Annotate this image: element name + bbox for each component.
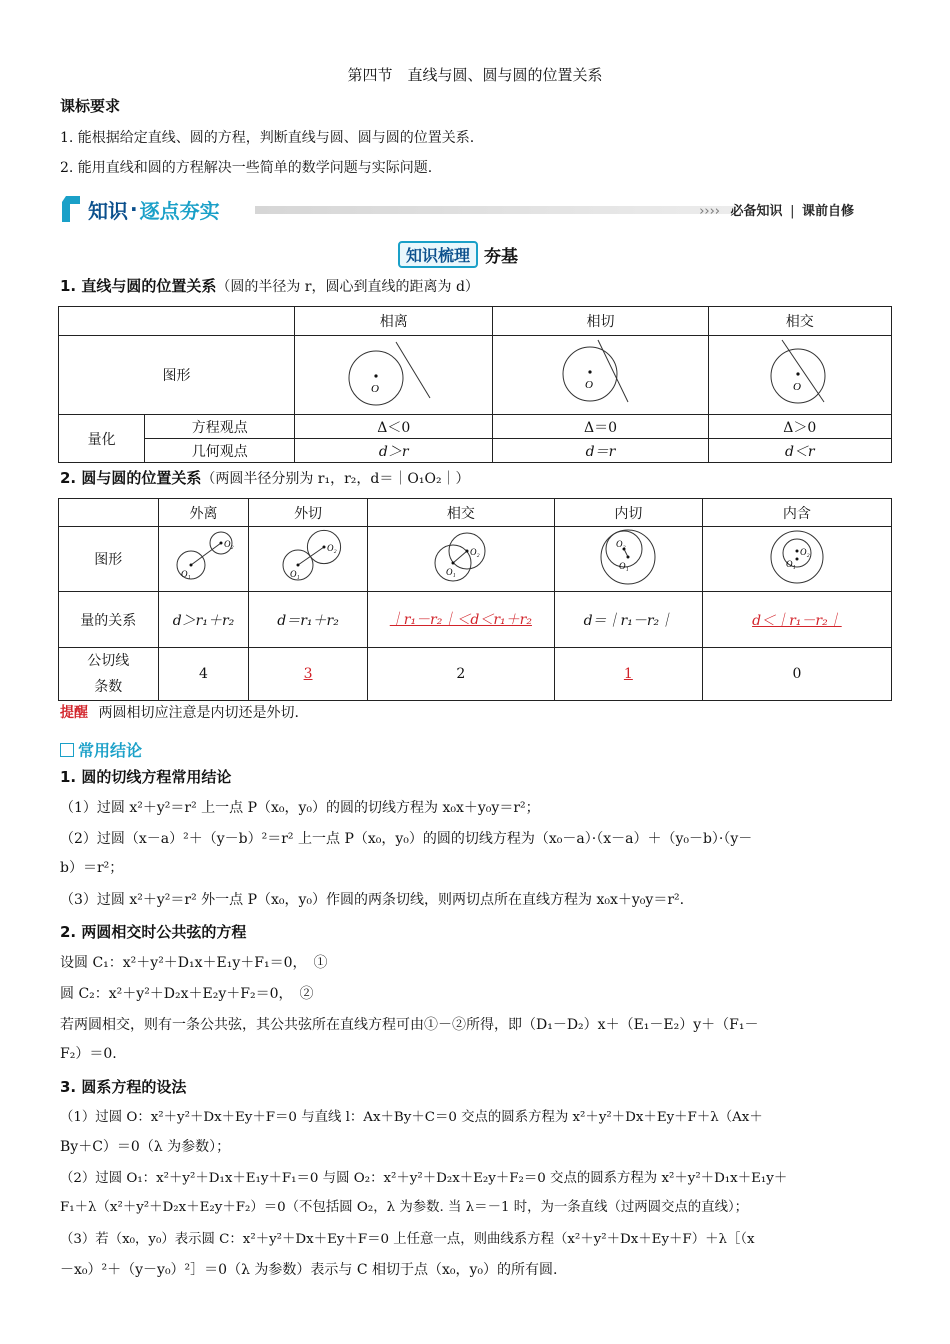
common-c2a: （2）过圆（x－a）²＋（y－b）²＝r² 上一点 P（x₀，y₀）的圆的切线方程为（x₀－a）·（x－a）＋（y₀－b）·（y－	[60, 831, 753, 847]
t2-figure-label: 图形	[59, 527, 159, 592]
common-s1b: By＋C）＝0（λ 为参数）；	[60, 1139, 231, 1155]
fig-label-o1: O₁	[619, 561, 629, 571]
t2-rel-3	[367, 592, 554, 648]
fig-label-o: O	[370, 383, 379, 395]
checkbox-square-icon	[60, 743, 74, 757]
line-tangent-diagram	[540, 336, 660, 410]
fig-label-o2: O₂	[327, 543, 337, 553]
banner-logo-b: 逐点夯实	[139, 198, 220, 223]
circles-int-tangent-diagram	[588, 527, 668, 587]
banner-right-sep: |	[790, 204, 795, 219]
t2-fig-3	[367, 527, 554, 592]
t2-tangent-5: 0	[702, 648, 891, 701]
common-e3a: 若两圆相交，则有一条公共弦，其公共弦所在直线方程可由①－②所得，即（D₁－D₂）x＋（E₁－E₂）y＋（F₁－	[60, 1017, 759, 1033]
circles-separate-diagram	[163, 527, 243, 587]
t1-figure-label: 图形	[59, 336, 295, 415]
banner-logo	[60, 192, 220, 226]
requirement-2: 2. 能用直线和圆的方程解决一些简单的数学问题与实际问题.	[60, 160, 433, 176]
t2-tangent-1: 4	[158, 648, 249, 701]
t2-header-1: 外离	[158, 499, 249, 527]
banner-right-a: 必备知识	[730, 204, 783, 219]
t2-fig-5	[702, 527, 891, 592]
t2-fig-2	[249, 527, 367, 592]
section1-heading-row	[60, 275, 479, 296]
circles-ext-tangent-diagram	[268, 527, 348, 587]
t2-tangent-label-b: 条数	[94, 679, 123, 695]
requirements-heading: 课标要求	[60, 97, 121, 115]
common-c1: （1）过圆 x²＋y²＝r² 上一点 P（x₀，y₀）的圆的切线方程为 x₀x＋y₀y＝r²；	[60, 800, 540, 816]
section1-heading: 1. 直线与圆的位置关系	[60, 277, 217, 295]
banner-logo-a: 知识	[88, 198, 128, 223]
banner-stripe	[255, 206, 735, 214]
section2-note: （两圆半径分别为 r₁，r₂，d＝｜O₁O₂｜）	[201, 471, 470, 487]
t1-header-2: 相切	[493, 307, 708, 336]
t2-rel-5-text: d＜｜r₁－r₂｜	[752, 612, 842, 629]
t1-row2-cell-3: d＜r	[708, 439, 891, 463]
t1-fig-intersect	[708, 336, 891, 415]
t2-rel-2: d＝r₁＋r₂	[249, 592, 367, 648]
t1-row2-cell-1: d＞r	[295, 439, 493, 463]
t1-quant-label: 量化	[59, 415, 145, 463]
t2-header-5: 内含	[702, 499, 891, 527]
t2-header-2: 外切	[249, 499, 367, 527]
t1-row1-label: 方程观点	[145, 415, 295, 439]
tip-row	[60, 702, 299, 722]
t2-tangent-4	[554, 648, 702, 701]
fig-label-o1: O₁	[290, 569, 300, 579]
t1-fig-tangent	[493, 336, 708, 415]
banner-right	[699, 200, 854, 219]
t1-corner	[59, 307, 295, 336]
sub-banner-box: 知识梳理	[398, 241, 478, 268]
t2-rel-3-text: ｜r₁－r₂｜＜d＜r₁＋r₂	[389, 611, 532, 628]
fig-label-o1: O₁	[181, 569, 192, 579]
fig-label-o: O	[792, 381, 801, 393]
t1-row2-label: 几何观点	[145, 439, 295, 463]
fig-label-o2: O₂	[469, 547, 480, 557]
chevrons-icon: ››››	[699, 204, 720, 219]
circles-intersect-diagram	[421, 527, 501, 587]
fig-label-o2: O₂	[616, 539, 626, 549]
tip-text: 两圆相切应注意是内切还是外切.	[98, 705, 299, 721]
t2-tangent-3: 2	[367, 648, 554, 701]
t2-fig-1	[158, 527, 249, 592]
sub-banner	[398, 240, 518, 268]
t1-row1-cell-3: Δ＞0	[708, 415, 891, 439]
line-intersect-diagram	[740, 336, 860, 410]
t2-tangent-label-a: 公切线	[87, 653, 130, 669]
t1-header-3: 相交	[708, 307, 891, 336]
fig-label-o2: O₂	[799, 547, 810, 557]
line-separate-diagram	[334, 336, 454, 410]
t2-rel-4: d＝｜r₁－r₂｜	[554, 592, 702, 648]
common-e1: 设圆 C₁：x²＋y²＋D₁x＋E₁y＋F₁＝0， ①	[60, 955, 328, 971]
t2-rel-label: 量的关系	[59, 592, 159, 648]
page-title: 第四节 直线与圆、圆与圆的位置关系	[347, 66, 603, 84]
t2-tangent-2	[249, 648, 367, 701]
common-s2a: （2）过圆 O₁：x²＋y²＋D₁x＋E₁y＋F₁＝0 与圆 O₂：x²＋y²＋D₂x＋E₂y＋F₂＝0 交点的圆系方程为 x²＋y²＋D₁x＋E₁y＋	[60, 1171, 788, 1186]
common-h2: 2. 两圆相交时公共弦的方程	[60, 923, 247, 941]
common-s3a: （3）若（x₀，y₀）表示圆 C：x²＋y²＋Dx＋Ey＋F＝0 上任意一点，则曲线系方程（x²＋y²＋Dx＋Ey＋F）＋λ［（x	[60, 1232, 755, 1247]
t2-tangent-2-text: 3	[303, 666, 313, 682]
section-banner	[60, 190, 900, 230]
section1-note: （圆的半径为 r，圆心到直线的距离为 d）	[216, 279, 479, 295]
sub-banner-text: 夯基	[484, 246, 519, 267]
common-h3: 3. 圆系方程的设法	[60, 1078, 187, 1096]
t2-rel-5	[702, 592, 891, 648]
section2-heading: 2. 圆与圆的位置关系	[60, 469, 202, 487]
common-s3b: －x₀）²＋（y－y₀）²］＝0（λ 为参数）表示与 C 相切于点（x₀，y₀）的所有圆.	[60, 1262, 558, 1278]
common-s2b: F₁＋λ（x²＋y²＋D₂x＋E₂y＋F₂）＝0（不包括圆 O₂，λ 为参数. 当 λ＝－1 时，为一条直线（过两圆交点的直线）；	[60, 1200, 749, 1215]
line-circle-table	[58, 306, 892, 463]
t2-header-4: 内切	[554, 499, 702, 527]
common-e3b: F₂）＝0.	[60, 1046, 117, 1062]
fig-label-o1: O₁	[785, 559, 796, 569]
fig-label-o1: O₁	[445, 567, 456, 577]
t1-row1-cell-2: Δ＝0	[493, 415, 708, 439]
common-heading-row	[60, 738, 142, 761]
common-h1: 1. 圆的切线方程常用结论	[60, 768, 232, 786]
t2-corner	[59, 499, 159, 527]
common-s1a: （1）过圆 O：x²＋y²＋Dx＋Ey＋F＝0 与直线 l：Ax＋By＋C＝0 交点的圆系方程为 x²＋y²＋Dx＋Ey＋F＋λ（Ax＋	[60, 1110, 763, 1125]
t1-row1-cell-1: Δ＜0	[295, 415, 493, 439]
t2-header-3: 相交	[367, 499, 554, 527]
t2-tangent-4-text: 1	[623, 666, 633, 682]
requirement-1: 1. 能根据给定直线、圆的方程，判断直线与圆、圆与圆的位置关系.	[60, 130, 475, 146]
t1-fig-separate	[295, 336, 493, 415]
common-c2b: b）＝r²；	[60, 860, 124, 876]
t2-fig-4	[554, 527, 702, 592]
tip-label: 提醒	[60, 705, 88, 721]
banner-right-b: 课前自修	[801, 204, 854, 219]
circle-circle-table	[58, 498, 892, 701]
common-heading: 常用结论	[78, 741, 143, 760]
banner-logo-dot: ·	[130, 197, 138, 221]
t2-rel-1: d＞r₁＋r₂	[158, 592, 249, 648]
common-e2: 圆 C₂：x²＋y²＋D₂x＋E₂y＋F₂＝0， ②	[60, 986, 314, 1002]
common-c3: （3）过圆 x²＋y²＝r² 外一点 P（x₀，y₀）作圆的两条切线，则两切点所在直线方程为 x₀x＋y₀y＝r².	[60, 892, 685, 908]
t1-row2-cell-2: d＝r	[493, 439, 708, 463]
t2-tangent-label	[59, 648, 159, 701]
fig-label-o2: O₂	[224, 539, 235, 549]
banner-bracket-icon	[60, 194, 84, 224]
t1-header-1: 相离	[295, 307, 493, 336]
section2-heading-row	[60, 467, 470, 488]
circles-contain-diagram	[757, 527, 837, 587]
fig-label-o: O	[585, 379, 594, 391]
